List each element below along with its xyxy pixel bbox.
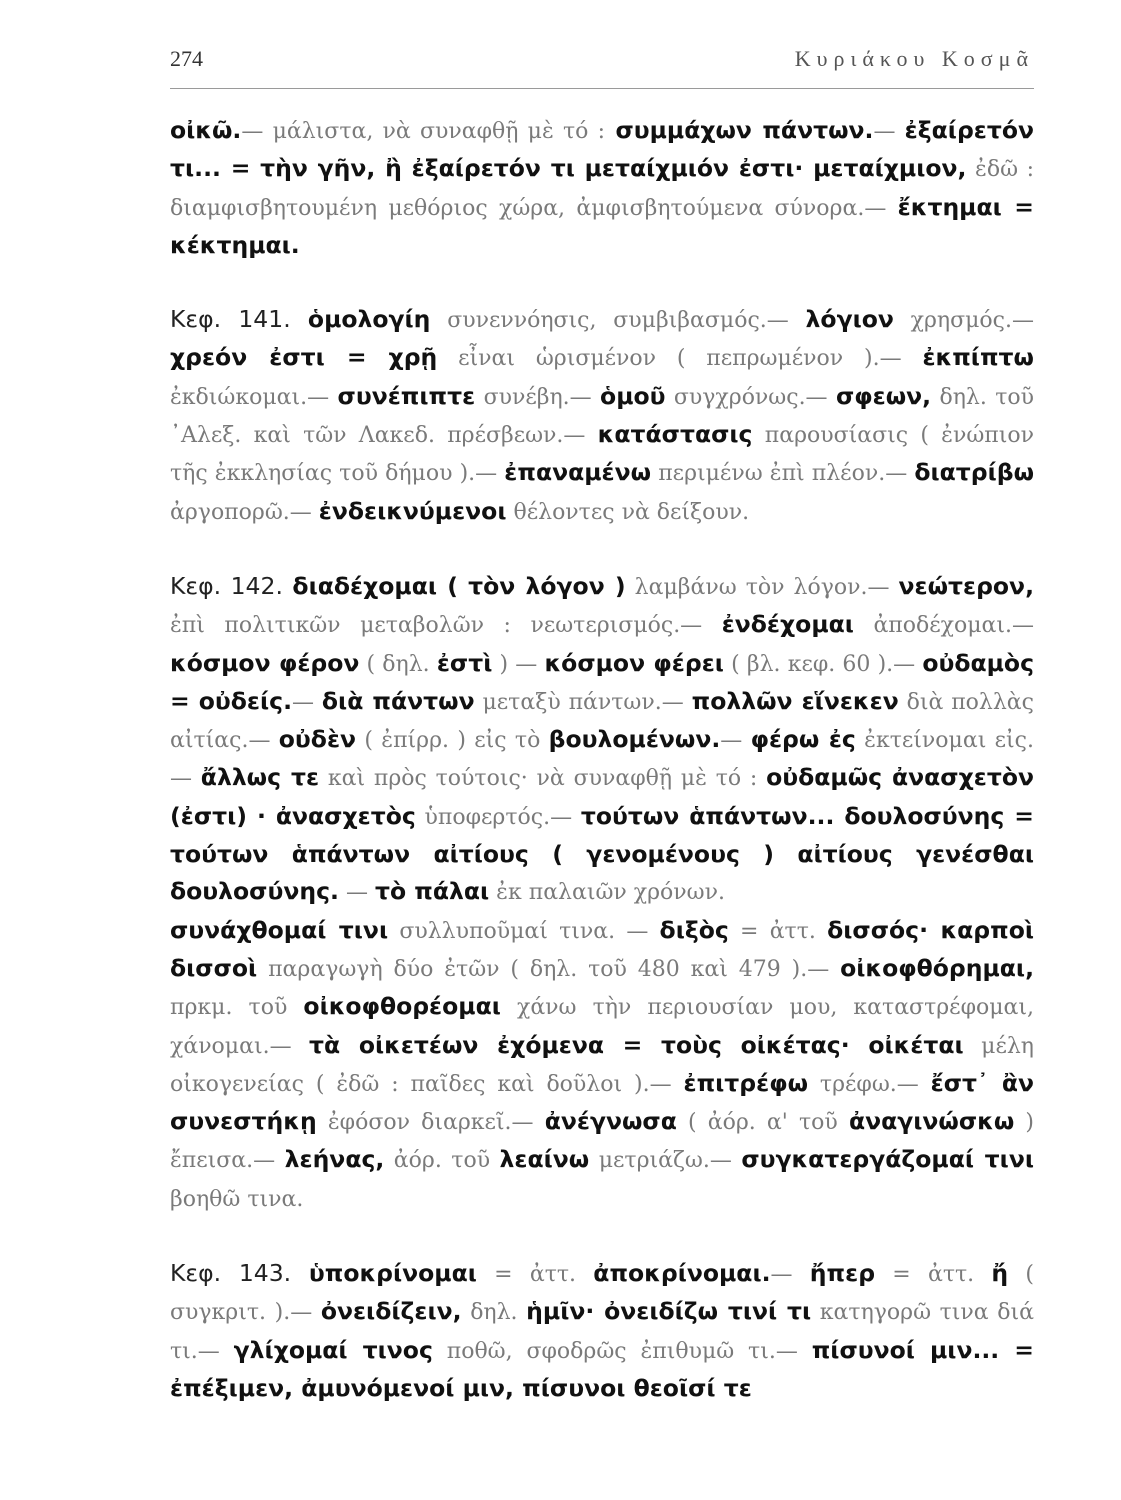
gloss-text: ( βλ. κεφ. 60 ).— bbox=[723, 651, 923, 677]
lemma-term: διαδέχομαι ( τὸν λόγον ) bbox=[292, 571, 626, 600]
lemma-term: ἡμῖν· ὀνειδίζω τινί τι bbox=[526, 1297, 812, 1326]
lemma-term: ἔστ᾿ ἂν συνεστήκῃ bbox=[170, 1068, 1035, 1136]
gloss-text: ἐκ παλαιῶν χρόνων. bbox=[489, 880, 725, 906]
gloss-text: ) — bbox=[492, 651, 545, 677]
page-header bbox=[170, 46, 1034, 80]
lemma-term: ἐνδεικνύμενοι bbox=[318, 496, 507, 525]
gloss-text: — μάλιστα, νὰ συναφθῇ μὲ τό : bbox=[241, 119, 606, 144]
paragraph-chapter-141 bbox=[170, 301, 1034, 531]
lemma-term: οὐδαμῶς ἀνασχετὸν (ἐστι) · ἀνασχετὸς bbox=[170, 763, 1035, 830]
lemma-term: οἰκοφθορέομαι bbox=[303, 992, 501, 1021]
lemma-term: ἐνδέχομαι bbox=[721, 610, 854, 639]
running-title: Κυριάκου Κοσμᾶ bbox=[794, 46, 1034, 71]
lemma-term: τὰ οἰκετέων ἐχόμενα = τοὺς οἰκέτας· οἰκέται bbox=[309, 1030, 964, 1059]
lemma-term: ἤ bbox=[991, 1259, 1009, 1288]
gloss-text: ἐπὶ πολιτικῶν μεταβολῶν : νεωτερισμός.— bbox=[170, 613, 722, 639]
gloss-text: παρουσίασις ( ἐνώπιον τῆς ἐκκλησίας τοῦ δήμου ).— bbox=[170, 423, 1034, 487]
chapter-label: Κεφ. 141. bbox=[170, 305, 308, 334]
gloss-text: ἀόρ. τοῦ bbox=[384, 1148, 500, 1174]
gloss-text: λαμβάνω τὸν λόγον.— bbox=[625, 574, 899, 600]
lemma-term: τούτων ἁπάντων... δουλοσύνης = τούτων ἁπάντων αἰτίους ( γενομένους ) αἰτίους γενέσθαι δουλοσύνης. bbox=[170, 801, 1034, 906]
lemma-term: ἐπιτρέφω bbox=[683, 1068, 809, 1097]
lemma-term: πίσυνοί μιν... = ἐπέξιμεν, ἀμυνόμενοί μιν, πίσυνοι θεοῖσί τε bbox=[170, 1335, 1034, 1402]
gloss-text: διὰ πολλὰς αἰτίας.— bbox=[170, 689, 1034, 754]
paragraph-intro bbox=[170, 112, 1034, 264]
lemma-term: ἀποκρίνομαι. bbox=[593, 1259, 771, 1288]
lemma-term: συμμάχων πάντων. bbox=[605, 116, 874, 144]
chapter-label: Κεφ. 143. bbox=[170, 1259, 309, 1288]
lemma-term: ἐπαναμένω bbox=[504, 458, 652, 487]
lemma-term: συνάχθομαί τινι bbox=[170, 915, 389, 944]
gloss-text: — bbox=[338, 880, 375, 906]
gloss-text: ( ἀόρ. α' τοῦ bbox=[676, 1110, 849, 1136]
gloss-text: ἐφόσον διαρκεῖ.— bbox=[316, 1110, 545, 1136]
text-body bbox=[170, 112, 1034, 1407]
lemma-term: συγκατεργάζομαί τινι bbox=[741, 1145, 1034, 1174]
lemma-term: συνέπιπτε bbox=[337, 381, 476, 410]
gloss-text: εἶναι ὡρισμένον ( πεπρωμένον ).— bbox=[437, 346, 923, 372]
gloss-text: περιμένω ἐπὶ πλέον.— bbox=[651, 461, 915, 487]
gloss-text: καὶ πρὸς τούτοις· νὰ συναφθῇ μὲ τό : bbox=[319, 766, 767, 792]
gloss-text: συλλυποῦμαί τινα. — bbox=[388, 918, 660, 944]
gloss-text: ( δηλ. bbox=[359, 651, 437, 677]
lemma-term: βουλομένων. bbox=[548, 725, 721, 754]
lemma-term: ἄλλως τε bbox=[200, 763, 320, 792]
lemma-term: ἐστὶ bbox=[436, 648, 493, 677]
gloss-text: ) ἔπεισα.— bbox=[170, 1110, 1035, 1174]
gloss-text: πρκμ. τοῦ bbox=[170, 995, 304, 1021]
gloss-text: — bbox=[720, 728, 751, 754]
lemma-term: ἔκτημαι = κέκτημαι. bbox=[170, 192, 1034, 259]
lemma-term: ἀνέγνωσα bbox=[544, 1107, 677, 1136]
gloss-text: μεταξὺ πάντων.— bbox=[474, 689, 692, 715]
gloss-text: μετριάζω.— bbox=[589, 1148, 742, 1174]
gloss-text: παραγωγὴ δύο ἐτῶν ( δηλ. τοῦ 480 καὶ 479 ).— bbox=[257, 956, 841, 982]
lemma-term: διὰ πάντων bbox=[321, 686, 475, 715]
lemma-term: οἰκῶ. bbox=[170, 116, 242, 144]
lemma-term: σφεων, bbox=[835, 381, 932, 410]
lemma-term: ὁμοῦ bbox=[600, 381, 666, 410]
lemma-term: διξὸς bbox=[659, 915, 729, 944]
lemma-term: φέρω ἐς bbox=[750, 725, 856, 754]
gloss-text: ἐδῶ : διαμφισβητουμένη μεθόριος χώρα, ἀμφισβητούμενα σύνορα.— bbox=[170, 157, 1035, 221]
lemma-term: κατάστασις bbox=[597, 420, 753, 449]
gloss-text: ἐκδιώκομαι.— bbox=[170, 384, 338, 410]
lemma-term: λόγιον bbox=[805, 305, 894, 334]
gloss-text: ἐκτείνομαι εἰς.— bbox=[170, 728, 1034, 792]
paragraph-chapter-142 bbox=[170, 568, 1034, 912]
lemma-term: οὐδὲν bbox=[278, 725, 357, 754]
lemma-term: οὐδαμὸς = οὐδείς. bbox=[170, 648, 1034, 715]
lemma-term: διατρίβω bbox=[914, 458, 1034, 487]
header-rule bbox=[170, 88, 1034, 89]
gloss-text: ἀποδέχομαι.— bbox=[853, 613, 1034, 639]
gloss-text: βοηθῶ τινα. bbox=[170, 1186, 304, 1212]
lemma-term: κόσμον φέρον bbox=[170, 648, 360, 677]
lemma-term: λεαίνω bbox=[499, 1145, 590, 1174]
lemma-term: ἐκπίπτω bbox=[922, 343, 1034, 372]
gloss-text: ἀργοπορῶ.— bbox=[170, 499, 319, 525]
gloss-text: ποθῶ, σφοδρῶς ἐπιθυμῶ τι.— bbox=[432, 1338, 812, 1364]
gloss-text: κατηγορῶ τινα διά τι.— bbox=[170, 1300, 1034, 1364]
gloss-text: μέλη οἰκογενείας ( ἐδῶ : παῖδες καὶ δοῦλοι ).— bbox=[170, 1033, 1034, 1097]
gloss-text: συνέβη.— bbox=[475, 384, 601, 410]
gloss-text: ὑποφερτός.— bbox=[415, 804, 581, 830]
gloss-text: δηλ. τοῦ ᾿Αλεξ. καὶ τῶν Λακεδ. πρέσβεων.— bbox=[170, 384, 1034, 449]
page-number: 274 bbox=[170, 46, 203, 71]
gloss-text: θέλοντες νὰ δείξουν. bbox=[506, 499, 750, 525]
gloss-text: — bbox=[292, 689, 322, 715]
paragraph-chapter-143 bbox=[170, 1255, 1034, 1407]
gloss-text: συνεννόησις, συμβιβασμός.— bbox=[430, 308, 806, 334]
gloss-text: = ἀττ. bbox=[476, 1262, 594, 1288]
lemma-term: ἤπερ bbox=[809, 1259, 876, 1288]
chapter-label: Κεφ. 142. bbox=[170, 571, 293, 600]
gloss-text: δηλ. bbox=[461, 1300, 527, 1326]
lemma-term: λεήνας, bbox=[284, 1145, 385, 1174]
gloss-text: συγχρόνως.— bbox=[665, 384, 836, 410]
gloss-text: ( συγκριτ. ).— bbox=[170, 1262, 1034, 1326]
gloss-text: = ἀττ. bbox=[728, 918, 828, 944]
lemma-term: γλίχομαί τινος bbox=[233, 1335, 433, 1364]
lemma-term: πολλῶν εἵνεκεν bbox=[691, 686, 899, 715]
lemma-term: ὁμολογίη bbox=[307, 305, 431, 334]
lemma-term: κόσμον φέρει bbox=[544, 648, 724, 677]
lemma-term: χρεόν ἐστι = χρῇ bbox=[170, 343, 438, 372]
gloss-text: — bbox=[873, 119, 905, 144]
lemma-term: ἀναγινώσκω bbox=[848, 1107, 1015, 1136]
lemma-term: νεώτερον, bbox=[898, 571, 1034, 600]
lemma-term: δισσός· bbox=[827, 915, 929, 944]
lemma-term: ὀνειδίζειν, bbox=[320, 1297, 462, 1326]
gloss-text: = ἀττ. bbox=[875, 1262, 992, 1288]
lemma-term: ὑποκρίνομαι bbox=[308, 1259, 477, 1288]
lemma-term: καρποὶ δισσοὶ bbox=[170, 915, 1035, 982]
gloss-text: χάνω τὴν περιουσίαν μου, καταστρέφομαι, χάνομαι.— bbox=[170, 995, 1034, 1059]
gloss-text: τρέφω.— bbox=[808, 1071, 931, 1097]
gloss-text: ( ἐπίρρ. ) εἰς τὸ bbox=[356, 728, 549, 754]
lemma-term: τὸ πάλαι bbox=[374, 877, 490, 906]
lemma-term: ἐξαίρετόν τι... = τὴν γῆν, ἢ ἐξαίρετόν τι μεταίχμιόν ἐστι· μεταίχμιον, bbox=[170, 116, 1034, 183]
lemma-term: οἰκοφθόρημαι, bbox=[840, 953, 1034, 982]
gloss-text: — bbox=[770, 1262, 810, 1288]
paragraph-chapter-142-continued bbox=[170, 912, 1034, 1218]
gloss-text: χρησμός.— bbox=[893, 308, 1034, 334]
